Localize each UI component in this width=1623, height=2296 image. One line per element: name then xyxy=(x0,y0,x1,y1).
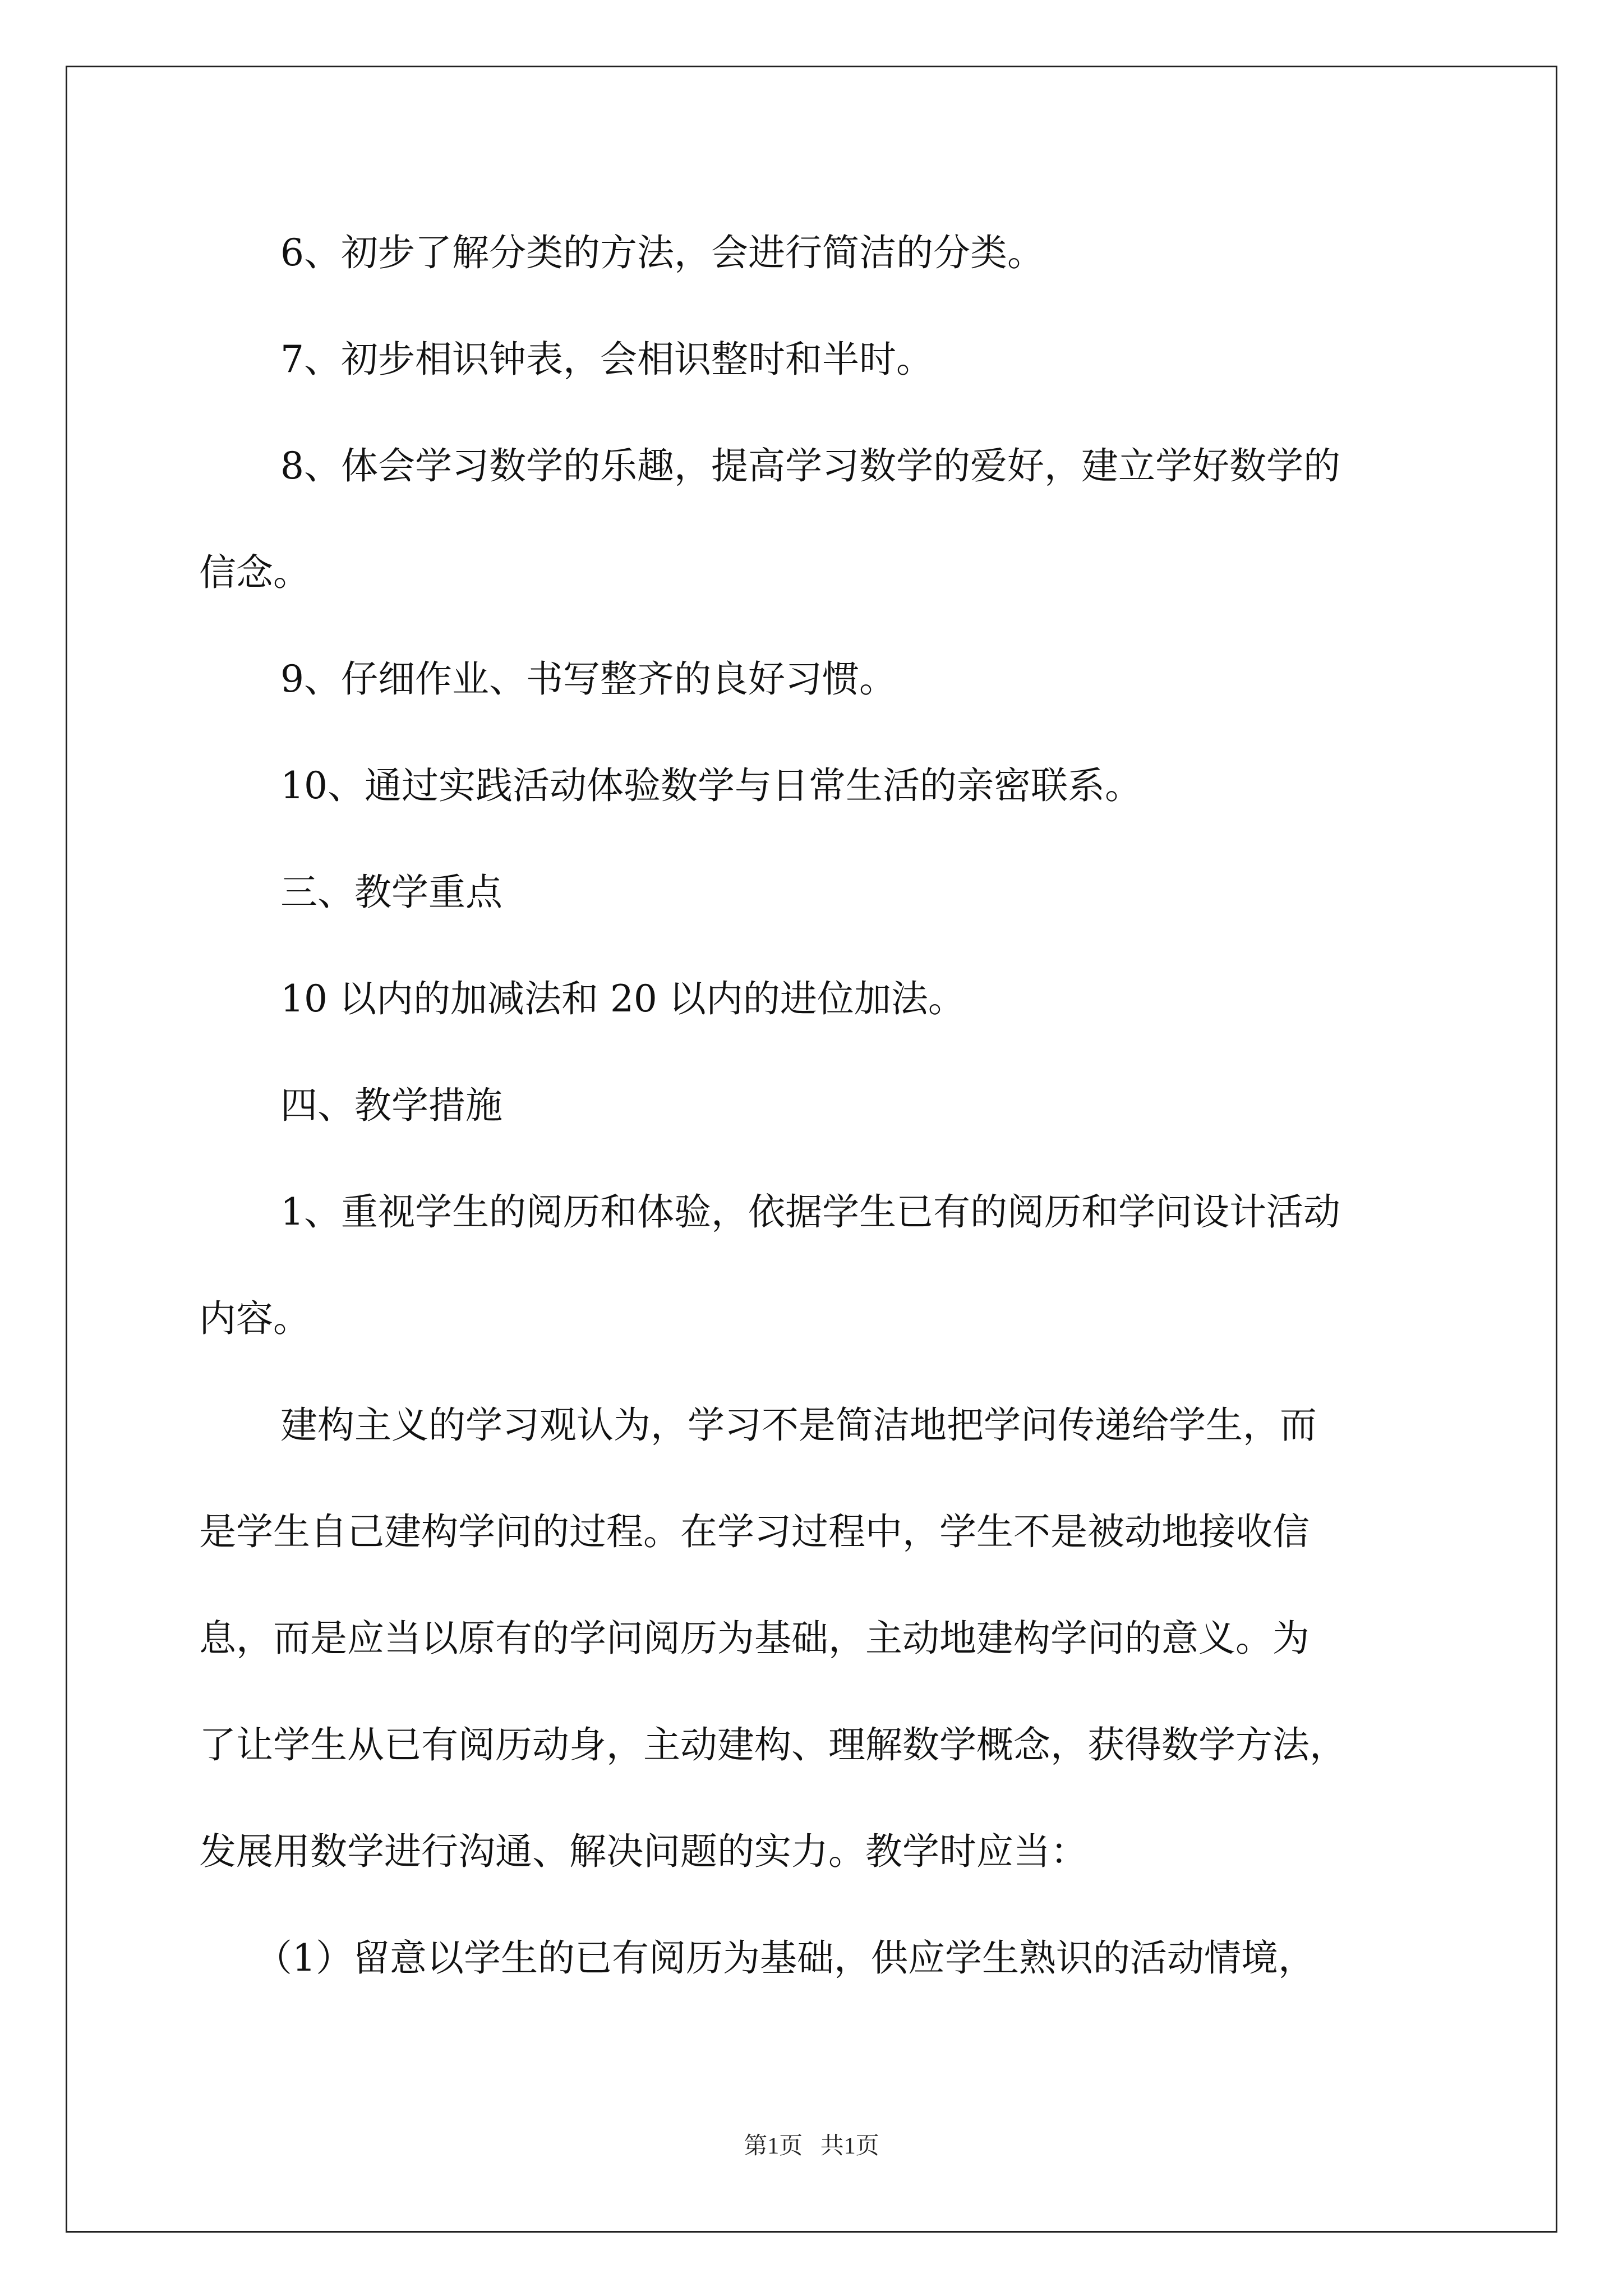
paragraph-line-5: 9、仔细作业、书写整齐的良好习惯。 xyxy=(280,657,896,701)
page-footer: 第1页 共1页 xyxy=(744,2133,879,2159)
paragraph-line-6: 10、通过实践活动体验数学与日常生活的亲密联系。 xyxy=(280,764,1142,807)
paragraph-line-16: 发展用数学进行沟通、解决问题的实力。教学时应当： xyxy=(199,1830,1087,1873)
paragraph-line-8: 10 以内的加减法和 20 以内的进位加法。 xyxy=(280,977,965,1020)
paragraph-line-11: 内容。 xyxy=(199,1297,310,1340)
page-border xyxy=(66,66,1557,2233)
paragraph-line-17: （1）留意以学生的已有阅历为基础，供应学生熟识的活动情境， xyxy=(255,1936,1315,1980)
paragraph-line-15: 了让学生从已有阅历动身，主动建构、理解数学概念，获得数学方法， xyxy=(199,1723,1347,1766)
paragraph-line-12: 建构主义的学习观认为，学习不是简洁地把学问传递给学生，而 xyxy=(280,1404,1317,1447)
paragraph-line-3: 8、体会学习数学的乐趣，提高学习数学的爱好，建立学好数学的 xyxy=(280,444,1340,487)
paragraph-line-10: 1、重视学生的阅历和体验，依据学生已有的阅历和学问设计活动 xyxy=(280,1190,1340,1234)
section-heading-key-points: 三、教学重点 xyxy=(280,871,502,914)
paragraph-line-14: 息，而是应当以原有的学问阅历为基础，主动地建构学问的意义。为 xyxy=(199,1617,1310,1660)
section-heading-measures: 四、教学措施 xyxy=(280,1084,502,1127)
paragraph-line-1: 6、初步了解分类的方法，会进行简洁的分类。 xyxy=(280,231,1044,274)
paragraph-line-2: 7、初步相识钟表，会相识整时和半时。 xyxy=(280,338,933,381)
paragraph-line-4: 信念。 xyxy=(199,551,310,594)
paragraph-line-13: 是学生自己建构学问的过程。在学习过程中，学生不是被动地接收信 xyxy=(199,1510,1310,1553)
